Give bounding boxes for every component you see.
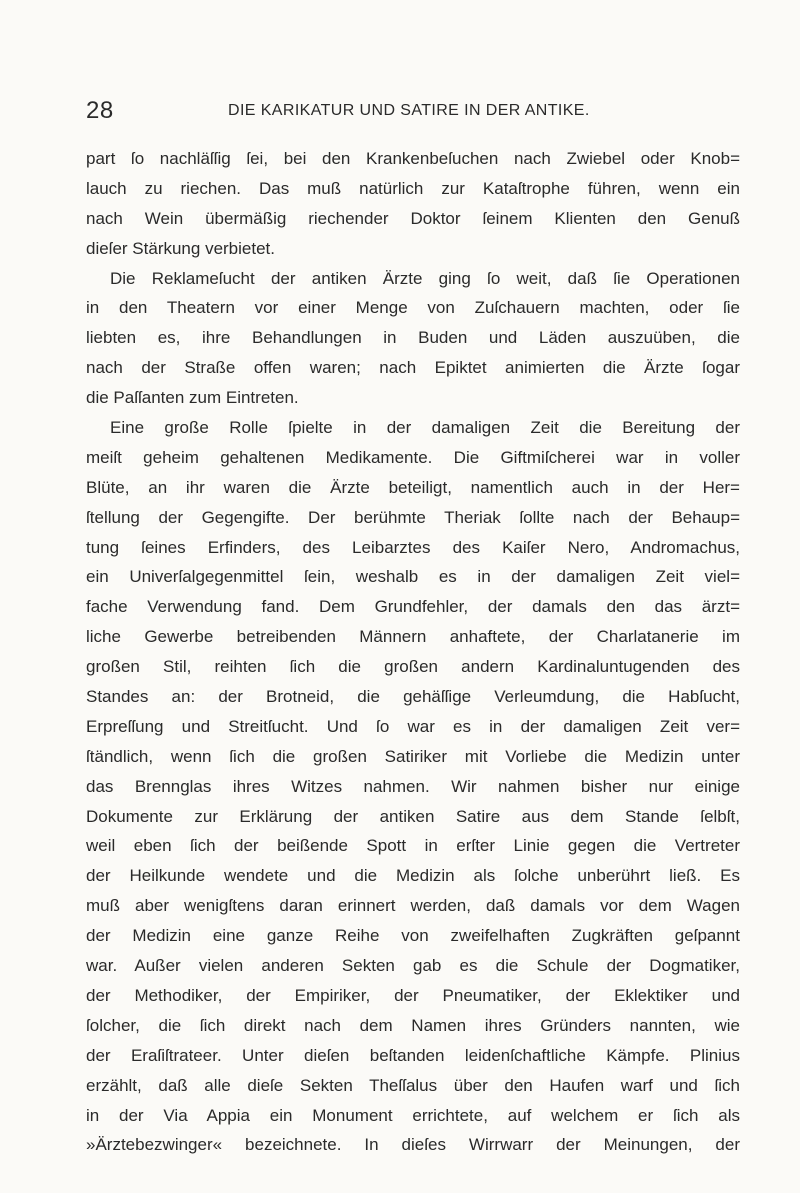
text-line: in der Via Appia ein Monument errichtete, auf welchem er ſich als — [86, 1105, 740, 1125]
text-line: erzählt, daß alle dieſe Sekten Theſſalus über den Haufen warf und ſich — [86, 1075, 740, 1095]
text-line: Dokumente zur Erklärung der antiken Satire aus dem Stande ſelbſt, — [86, 806, 740, 826]
text-line: muß aber wenigſtens daran erinnert werden, daß damals vor dem Wagen — [86, 896, 740, 916]
text-line: liebten es, ihre Behandlungen in Buden und Läden auszuüben, die — [86, 328, 740, 348]
text-line: lauch zu riechen. Das muß natürlich zur Kataſtrophe führen, wenn ein — [86, 178, 740, 198]
text-line: fache Verwendung fand. Dem Grundfehler, der damals den das ärzt= — [86, 597, 740, 617]
text-line: nach Wein übermäßig riechender Doktor ſeinem Klienten den Genuß — [86, 208, 740, 228]
text-line: der Methodiker, der Empiriker, der Pneumatiker, der Eklektiker und — [86, 985, 740, 1005]
text-line: war. Außer vielen anderen Sekten gab es die Schule der Dogmatiker, — [86, 956, 740, 976]
text-line: in den Theatern vor einer Menge von Zuſchauern machten, oder ſie — [86, 298, 740, 318]
text-line: tung ſeines Erfinders, des Leibarztes des Kaiſer Nero, Andromachus, — [86, 537, 740, 557]
text-line: ſolcher, die ſich direkt nach dem Namen ihres Gründers nannten, wie — [86, 1015, 740, 1035]
text-line: das Brennglas ihres Witzes nahmen. Wir nahmen bisher nur einige — [86, 776, 740, 796]
page-header — [86, 96, 746, 126]
text-line: »Ärztebezwinger« bezeichnete. In dieſes Wirrwarr der Meinungen, der — [86, 1135, 740, 1155]
paragraph-first-line: Die Reklameſucht der antiken Ärzte ging ſo weit, daß ſie Operationen — [110, 268, 740, 288]
running-head: DIE KARIKATUR UND SATIRE IN DER ANTIKE. — [228, 102, 590, 119]
text-line: weil eben ſich der beißende Spott in erſter Linie gegen die Vertreter — [86, 836, 740, 856]
paragraph-first-line: Eine große Rolle ſpielte in der damaligen Zeit die Bereitung der — [110, 418, 740, 438]
paragraph-end-line: die Paſſanten zum Eintreten. — [86, 388, 299, 408]
text-line: ein Univerſalgegenmittel ſein, weshalb es in der damaligen Zeit viel= — [86, 567, 740, 587]
text-line: meiſt geheim gehaltenen Medikamente. Die Giftmiſcherei war in voller — [86, 447, 740, 467]
text-line: der Eraſiſtrateer. Unter dieſen beſtanden leidenſchaftliche Kämpfe. Plinius — [86, 1045, 740, 1065]
text-line: der Heilkunde wendete und die Medizin als ſolche unberührt ließ. Es — [86, 866, 740, 886]
text-line: Erpreſſung und Streitſucht. Und ſo war es in der damaligen Zeit ver= — [86, 716, 740, 736]
body-text — [86, 144, 740, 1160]
text-line: ſtellung der Gegengifte. Der berühmte Theriak ſollte nach der Behaup= — [86, 507, 740, 527]
paragraph-end-line: dieſer Stärkung verbietet. — [86, 238, 275, 258]
text-line: part ſo nachläſſig ſei, bei den Krankenbeſuchen nach Zwiebel oder Knob= — [86, 149, 740, 168]
text-line: nach der Straße offen waren; nach Epiktet animierten die Ärzte ſogar — [86, 358, 740, 378]
text-line: der Medizin eine ganze Reihe von zweifelhaften Zugkräften geſpannt — [86, 926, 740, 946]
text-line: Standes an: der Brotneid, die gehäſſige Verleumdung, die Habſucht, — [86, 687, 740, 707]
page-number: 28 — [86, 97, 114, 124]
text-line: liche Gewerbe betreibenden Männern anhaftete, der Charlatanerie im — [86, 627, 740, 647]
text-line: Blüte, an ihr waren die Ärzte beteiligt, namentlich auch in der Her= — [86, 477, 740, 497]
text-line: großen Stil, reihten ſich die großen andern Kardinaluntugenden des — [86, 657, 740, 677]
text-line: ſtändlich, wenn ſich die großen Satiriker mit Vorliebe die Medizin unter — [86, 746, 740, 766]
